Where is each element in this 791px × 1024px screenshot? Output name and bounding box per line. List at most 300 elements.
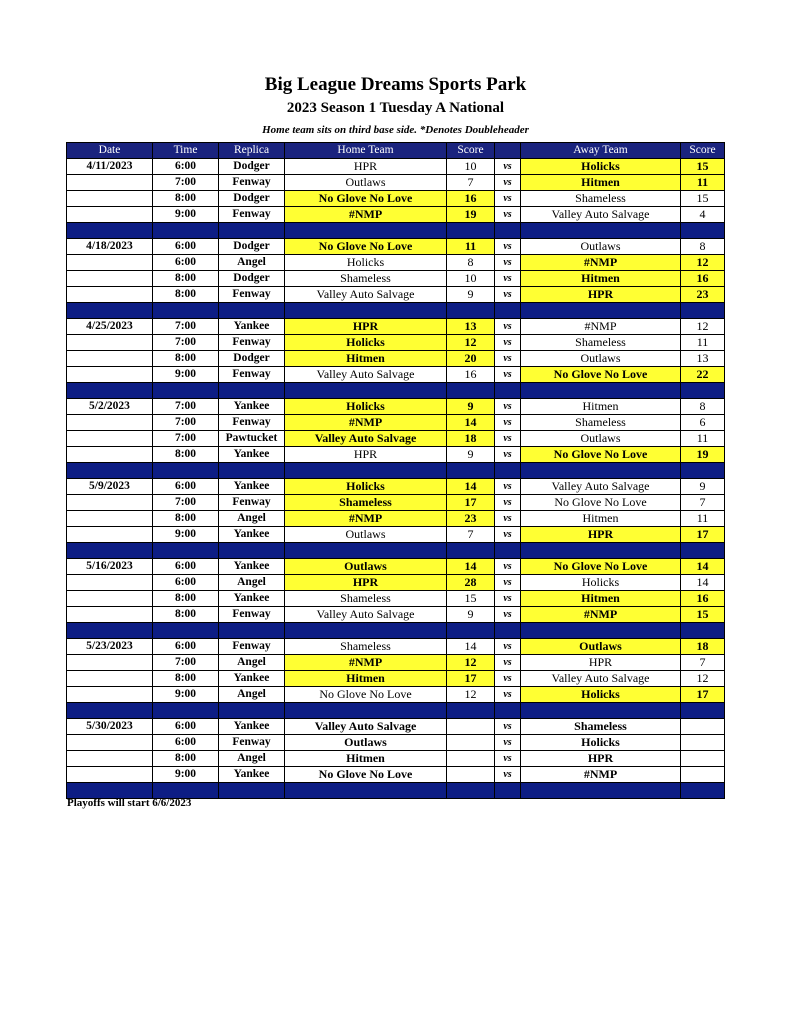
home-team: Holicks [285,335,447,351]
away-score: 11 [681,335,725,351]
home-score: 19 [447,207,495,223]
game-row [67,399,725,415]
away-team: #NMP [521,255,681,271]
game-date [67,495,153,511]
separator-cell [681,303,725,319]
away-team: Valley Auto Salvage [521,671,681,687]
game-date: 5/9/2023 [67,479,153,495]
home-score: 9 [447,399,495,415]
separator-cell [495,623,521,639]
home-score [447,751,495,767]
home-team: Outlaws [285,735,447,751]
week-separator [67,623,725,639]
separator-cell [67,703,153,719]
separator-cell [495,463,521,479]
away-score: 7 [681,495,725,511]
home-team: No Glove No Love [285,687,447,703]
game-replica: Angel [219,511,285,527]
vs-label: vs [495,351,521,367]
game-replica: Yankee [219,527,285,543]
separator-cell [495,303,521,319]
week-separator [67,703,725,719]
week-separator [67,463,725,479]
separator-cell [153,703,219,719]
game-replica: Yankee [219,767,285,783]
vs-label: vs [495,207,521,223]
vs-label: vs [495,447,521,463]
away-team: Hitmen [521,591,681,607]
game-date [67,687,153,703]
game-replica: Fenway [219,367,285,383]
home-score: 16 [447,191,495,207]
vs-label: vs [495,479,521,495]
away-team: No Glove No Love [521,495,681,511]
schedule-table [66,142,725,799]
home-team: No Glove No Love [285,767,447,783]
vs-label: vs [495,255,521,271]
home-score: 12 [447,335,495,351]
separator-cell [285,383,447,399]
away-team: Hitmen [521,271,681,287]
doubleheader-note: Home team sits on third base side. *Denotes Doubleheader [262,124,529,136]
separator-cell [447,303,495,319]
game-date [67,511,153,527]
home-team: HPR [285,319,447,335]
home-score: 9 [447,607,495,623]
home-team: Shameless [285,639,447,655]
home-team: Valley Auto Salvage [285,607,447,623]
away-team: Shameless [521,335,681,351]
separator-cell [219,623,285,639]
home-score: 14 [447,479,495,495]
home-score: 10 [447,271,495,287]
vs-label: vs [495,511,521,527]
game-replica: Dodger [219,191,285,207]
away-score: 14 [681,559,725,575]
separator-cell [447,703,495,719]
game-replica: Dodger [219,239,285,255]
away-team: Valley Auto Salvage [521,479,681,495]
home-score: 11 [447,239,495,255]
game-date [67,575,153,591]
away-score: 12 [681,319,725,335]
game-date [67,271,153,287]
week-separator [67,543,725,559]
home-score: 12 [447,655,495,671]
home-score [447,735,495,751]
vs-label: vs [495,175,521,191]
home-score: 7 [447,175,495,191]
game-row [67,447,725,463]
vs-label: vs [495,495,521,511]
game-time: 6:00 [153,575,219,591]
away-team: Shameless [521,719,681,735]
game-replica: Fenway [219,415,285,431]
home-score: 14 [447,559,495,575]
game-row [67,175,725,191]
separator-cell [447,223,495,239]
week-separator [67,223,725,239]
separator-cell [219,223,285,239]
separator-cell [67,383,153,399]
separator-cell [495,783,521,799]
away-team: Shameless [521,191,681,207]
home-team: #NMP [285,207,447,223]
away-team: #NMP [521,607,681,623]
home-score: 9 [447,447,495,463]
game-time: 9:00 [153,367,219,383]
game-time: 8:00 [153,351,219,367]
game-time: 6:00 [153,719,219,735]
away-score: 8 [681,399,725,415]
home-score: 8 [447,255,495,271]
vs-label: vs [495,639,521,655]
col-away-team: Away Team [521,143,681,159]
home-team: #NMP [285,655,447,671]
game-row [67,415,725,431]
home-team: Hitmen [285,751,447,767]
game-row [67,495,725,511]
game-date: 5/2/2023 [67,399,153,415]
home-score: 16 [447,367,495,383]
away-team: Hitmen [521,175,681,191]
game-row [67,351,725,367]
separator-cell [285,463,447,479]
home-team: Shameless [285,591,447,607]
vs-label: vs [495,735,521,751]
game-row [67,271,725,287]
away-team: Holicks [521,687,681,703]
separator-cell [219,303,285,319]
separator-cell [681,223,725,239]
game-time: 6:00 [153,159,219,175]
away-score: 11 [681,511,725,527]
home-team: HPR [285,159,447,175]
away-team: No Glove No Love [521,367,681,383]
away-score: 18 [681,639,725,655]
col-home-team: Home Team [285,143,447,159]
game-date [67,767,153,783]
away-team: Outlaws [521,351,681,367]
game-replica: Fenway [219,207,285,223]
game-row [67,239,725,255]
game-row [67,687,725,703]
game-time: 9:00 [153,207,219,223]
home-team: Outlaws [285,527,447,543]
vs-label: vs [495,191,521,207]
home-team: Hitmen [285,671,447,687]
vs-label: vs [495,687,521,703]
away-score [681,735,725,751]
separator-cell [681,383,725,399]
home-score: 10 [447,159,495,175]
home-team: #NMP [285,415,447,431]
game-replica: Fenway [219,607,285,623]
game-replica: Angel [219,575,285,591]
game-time: 7:00 [153,399,219,415]
separator-cell [67,623,153,639]
away-score: 9 [681,479,725,495]
separator-cell [285,543,447,559]
game-time: 8:00 [153,671,219,687]
away-score: 12 [681,255,725,271]
game-row [67,367,725,383]
home-score: 18 [447,431,495,447]
game-time: 7:00 [153,495,219,511]
game-date [67,415,153,431]
away-score: 13 [681,351,725,367]
game-date: 5/23/2023 [67,639,153,655]
game-date [67,367,153,383]
vs-label: vs [495,655,521,671]
separator-cell [67,223,153,239]
game-row [67,335,725,351]
game-replica: Yankee [219,671,285,687]
home-team: HPR [285,575,447,591]
game-row [67,527,725,543]
away-team: Holicks [521,735,681,751]
separator-cell [681,543,725,559]
away-score: 23 [681,287,725,303]
game-date [67,655,153,671]
game-time: 7:00 [153,175,219,191]
vs-label: vs [495,607,521,623]
away-score: 6 [681,415,725,431]
separator-cell [447,623,495,639]
vs-label: vs [495,719,521,735]
away-team: #NMP [521,319,681,335]
game-time: 8:00 [153,751,219,767]
col-replica: Replica [219,143,285,159]
game-replica: Pawtucket [219,431,285,447]
separator-cell [681,623,725,639]
away-score: 17 [681,527,725,543]
game-row [67,511,725,527]
home-score: 17 [447,495,495,511]
vs-label: vs [495,159,521,175]
away-team: Valley Auto Salvage [521,207,681,223]
game-row [67,559,725,575]
away-team: Hitmen [521,399,681,415]
game-time: 9:00 [153,687,219,703]
home-score: 12 [447,687,495,703]
home-team: Shameless [285,271,447,287]
separator-cell [681,783,725,799]
game-row [67,671,725,687]
game-date [67,527,153,543]
vs-label: vs [495,239,521,255]
away-team: #NMP [521,767,681,783]
playoffs-note: Playoffs will start 6/6/2023 [67,797,192,809]
game-time: 9:00 [153,527,219,543]
home-score: 28 [447,575,495,591]
home-team: #NMP [285,511,447,527]
away-team: HPR [521,751,681,767]
home-score: 14 [447,415,495,431]
home-team: Shameless [285,495,447,511]
separator-cell [285,703,447,719]
game-date: 4/18/2023 [67,239,153,255]
game-date [67,175,153,191]
home-team: No Glove No Love [285,191,447,207]
game-date: 5/16/2023 [67,559,153,575]
home-team: Valley Auto Salvage [285,367,447,383]
home-team: Valley Auto Salvage [285,431,447,447]
game-replica: Yankee [219,559,285,575]
separator-cell [219,703,285,719]
game-date [67,735,153,751]
page-title: Big League Dreams Sports Park [264,74,527,95]
away-team: HPR [521,527,681,543]
separator-cell [285,223,447,239]
separator-cell [67,543,153,559]
home-team: Holicks [285,399,447,415]
separator-cell [681,703,725,719]
away-team: No Glove No Love [521,447,681,463]
away-score: 12 [681,671,725,687]
away-score [681,767,725,783]
away-score: 22 [681,367,725,383]
vs-label: vs [495,527,521,543]
game-replica: Angel [219,751,285,767]
game-row [67,735,725,751]
separator-cell [521,383,681,399]
home-score: 17 [447,671,495,687]
game-time: 8:00 [153,287,219,303]
game-time: 8:00 [153,447,219,463]
home-score [447,719,495,735]
vs-label: vs [495,287,521,303]
game-time: 7:00 [153,335,219,351]
separator-cell [521,543,681,559]
away-team: Holicks [521,575,681,591]
away-score: 16 [681,591,725,607]
game-time: 8:00 [153,511,219,527]
game-row [67,159,725,175]
separator-cell [521,703,681,719]
game-time: 8:00 [153,271,219,287]
game-time: 8:00 [153,607,219,623]
game-time: 6:00 [153,559,219,575]
game-replica: Fenway [219,735,285,751]
away-score: 4 [681,207,725,223]
game-date [67,191,153,207]
game-time: 6:00 [153,479,219,495]
game-replica: Yankee [219,447,285,463]
away-score: 11 [681,175,725,191]
separator-cell [219,543,285,559]
away-score: 15 [681,191,725,207]
game-time: 6:00 [153,639,219,655]
game-row [67,431,725,447]
game-date: 5/30/2023 [67,719,153,735]
game-replica: Fenway [219,175,285,191]
away-score: 15 [681,607,725,623]
game-replica: Yankee [219,591,285,607]
schedule-body [67,159,725,799]
home-team: Outlaws [285,175,447,191]
separator-cell [153,303,219,319]
vs-label: vs [495,751,521,767]
game-row [67,255,725,271]
game-row [67,287,725,303]
game-time: 9:00 [153,767,219,783]
away-team: Outlaws [521,639,681,655]
game-replica: Yankee [219,479,285,495]
game-time: 8:00 [153,191,219,207]
separator-cell [67,463,153,479]
game-row [67,751,725,767]
home-team: Valley Auto Salvage [285,719,447,735]
separator-cell [153,463,219,479]
separator-cell [153,383,219,399]
separator-cell [219,383,285,399]
separator-cell [153,223,219,239]
away-score [681,751,725,767]
col-home-score: Score [447,143,495,159]
game-row [67,319,725,335]
game-replica: Dodger [219,159,285,175]
game-date [67,255,153,271]
home-score: 14 [447,639,495,655]
game-row [67,639,725,655]
game-time: 6:00 [153,239,219,255]
separator-cell [681,463,725,479]
game-replica: Angel [219,655,285,671]
page-subtitle: 2023 Season 1 Tuesday A National [286,100,505,116]
home-team: No Glove No Love [285,239,447,255]
game-row [67,191,725,207]
game-date [67,351,153,367]
separator-cell [285,303,447,319]
separator-cell [447,543,495,559]
home-team: Hitmen [285,351,447,367]
separator-cell [219,783,285,799]
game-replica: Fenway [219,287,285,303]
game-replica: Yankee [219,399,285,415]
game-date [67,591,153,607]
game-date: 4/25/2023 [67,319,153,335]
home-score: 15 [447,591,495,607]
game-time: 7:00 [153,655,219,671]
col-away-score: Score [681,143,725,159]
separator-cell [495,543,521,559]
game-row [67,591,725,607]
vs-label: vs [495,415,521,431]
vs-label: vs [495,367,521,383]
week-separator [67,303,725,319]
separator-cell [153,543,219,559]
header-row [67,143,725,159]
separator-cell [447,383,495,399]
away-score: 19 [681,447,725,463]
week-separator [67,383,725,399]
separator-cell [495,703,521,719]
away-score: 8 [681,239,725,255]
separator-cell [521,303,681,319]
separator-cell [495,383,521,399]
game-time: 8:00 [153,591,219,607]
away-team: Outlaws [521,431,681,447]
separator-cell [521,783,681,799]
vs-label: vs [495,559,521,575]
game-row [67,719,725,735]
game-replica: Dodger [219,271,285,287]
separator-cell [447,463,495,479]
away-team: HPR [521,655,681,671]
vs-label: vs [495,271,521,287]
separator-cell [521,623,681,639]
